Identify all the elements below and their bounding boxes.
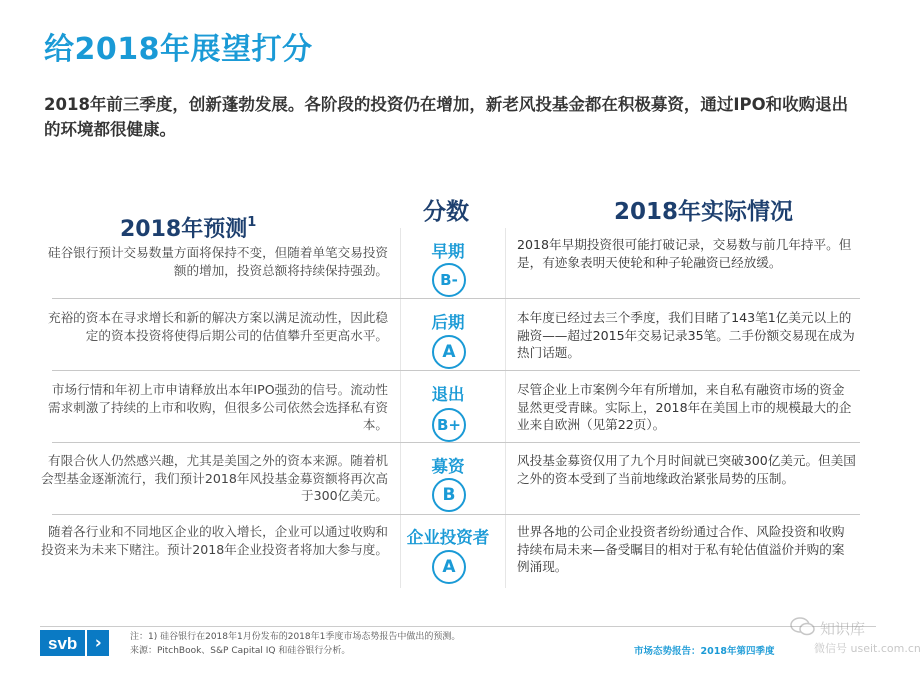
grade-badge-corporate: A [432, 550, 466, 584]
row-divider [52, 442, 860, 443]
report-name: 市场态势报告：2018年第四季度 [634, 646, 775, 657]
forecast-text-early: 硅谷银行预计交易数量方面将保持不变，但随着单笔交易投资额的增加，投资总额将持续保持强劲。 [47, 245, 388, 278]
grade-badge-exit: B+ [432, 408, 466, 442]
actual-text-corporate: 世界各地的公司企业投资者纷纷通过合作、风险投资和收购持续布局未来—备受瞩目的相对于私有轮估值溢价并购的案例涌现。 [517, 524, 845, 574]
stage-label-late: 后期 [431, 313, 465, 332]
stage-label-fundraising: 募资 [431, 457, 465, 476]
grade-badge-early: B- [432, 263, 466, 297]
actual-text-early: 2018年早期投资很可能打破记录，交易数与前几年持平。但是，有迹象表明天使轮和种子轮融资已经放缓。 [517, 237, 852, 270]
score-column-header: 分数 [423, 199, 469, 225]
grade-badge-late: A [432, 335, 466, 369]
page-title: 给2018年展望打分 [44, 32, 313, 67]
grade-badge-fundraising: B [432, 478, 466, 512]
footnote-source: 来源：PitchBook、S&P Capital IQ 和硅谷银行分析。 [130, 646, 351, 656]
stage-label-corporate: 企业投资者 [406, 528, 490, 547]
actual-column-header: 2018年实际情况 [614, 199, 794, 225]
forecast-text-corporate: 随着各行业和不同地区企业的收入增长，企业可以通过收购和投资来为未来下赌注。预计2018年企业投资者将加大参与度。 [41, 524, 388, 557]
footnote [130, 630, 610, 658]
forecast-text-fundraising: 有限合伙人仍然感兴趣，尤其是美国之外的资本来源。随着机会型基金逐渐流行，我们预计2018年风投基金募资额将再次高于300亿美元。 [41, 453, 388, 503]
stage-label-early: 早期 [431, 242, 465, 261]
svb-logo [40, 630, 109, 656]
forecast-footnote-marker: 1 [247, 214, 257, 230]
actual-text-exit: 尽管企业上市案例今年有所增加，来自私有融资市场的资金显然更受青睐。实际上，2018年在美国上市的规模最大的企业来自欧洲（见第22页）。 [517, 382, 852, 432]
forecast-header-text: 2018年预测 [120, 217, 248, 242]
row-divider [52, 298, 860, 299]
footer-divider [40, 626, 876, 627]
row-divider [52, 514, 860, 515]
svb-logo-text: svb [40, 630, 85, 656]
wechat-icon [790, 616, 816, 641]
actual-text-late: 本年度已经过去三个季度，我们目睹了143笔1亿美元以上的融资——超过2015年交易记录35笔。二手份额交易现在成为热门话题。 [517, 310, 855, 360]
forecast-column-header [120, 212, 256, 243]
chevron-right-icon: › [87, 630, 109, 656]
forecast-text-exit: 市场行情和年初上市申请释放出本年IPO强劲的信号。流动性需求刺激了持续的上市和收购，但很多公司依然会选择私有资本。 [47, 382, 388, 432]
watermark-sub: 微信号 useit.com.cn [814, 642, 921, 655]
page-subtitle: 2018年前三季度，创新蓬勃发展。各阶段的投资仍在增加，新老风投基金都在积极募资，通过IPO和收购退出的环境都很健康。 [44, 95, 849, 139]
row-divider [52, 370, 860, 371]
stage-label-exit: 退出 [431, 385, 465, 404]
footnote-note: 注：1) 硅谷银行在2018年1月份发布的2018年1季度市场态势报告中做出的预测。 [130, 632, 461, 642]
forecast-text-late: 充裕的资本在寻求增长和新的解决方案以满足流动性，因此稳定的资本投资将使得后期公司的估值攀升至更高水平。 [47, 310, 388, 343]
watermark-title: 知识库 [820, 620, 866, 638]
actual-text-fundraising: 风投基金募资仅用了九个月时间就已突破300亿美元。但美国之外的资本受到了当前地缘政治紧张局势的压制。 [517, 453, 856, 486]
